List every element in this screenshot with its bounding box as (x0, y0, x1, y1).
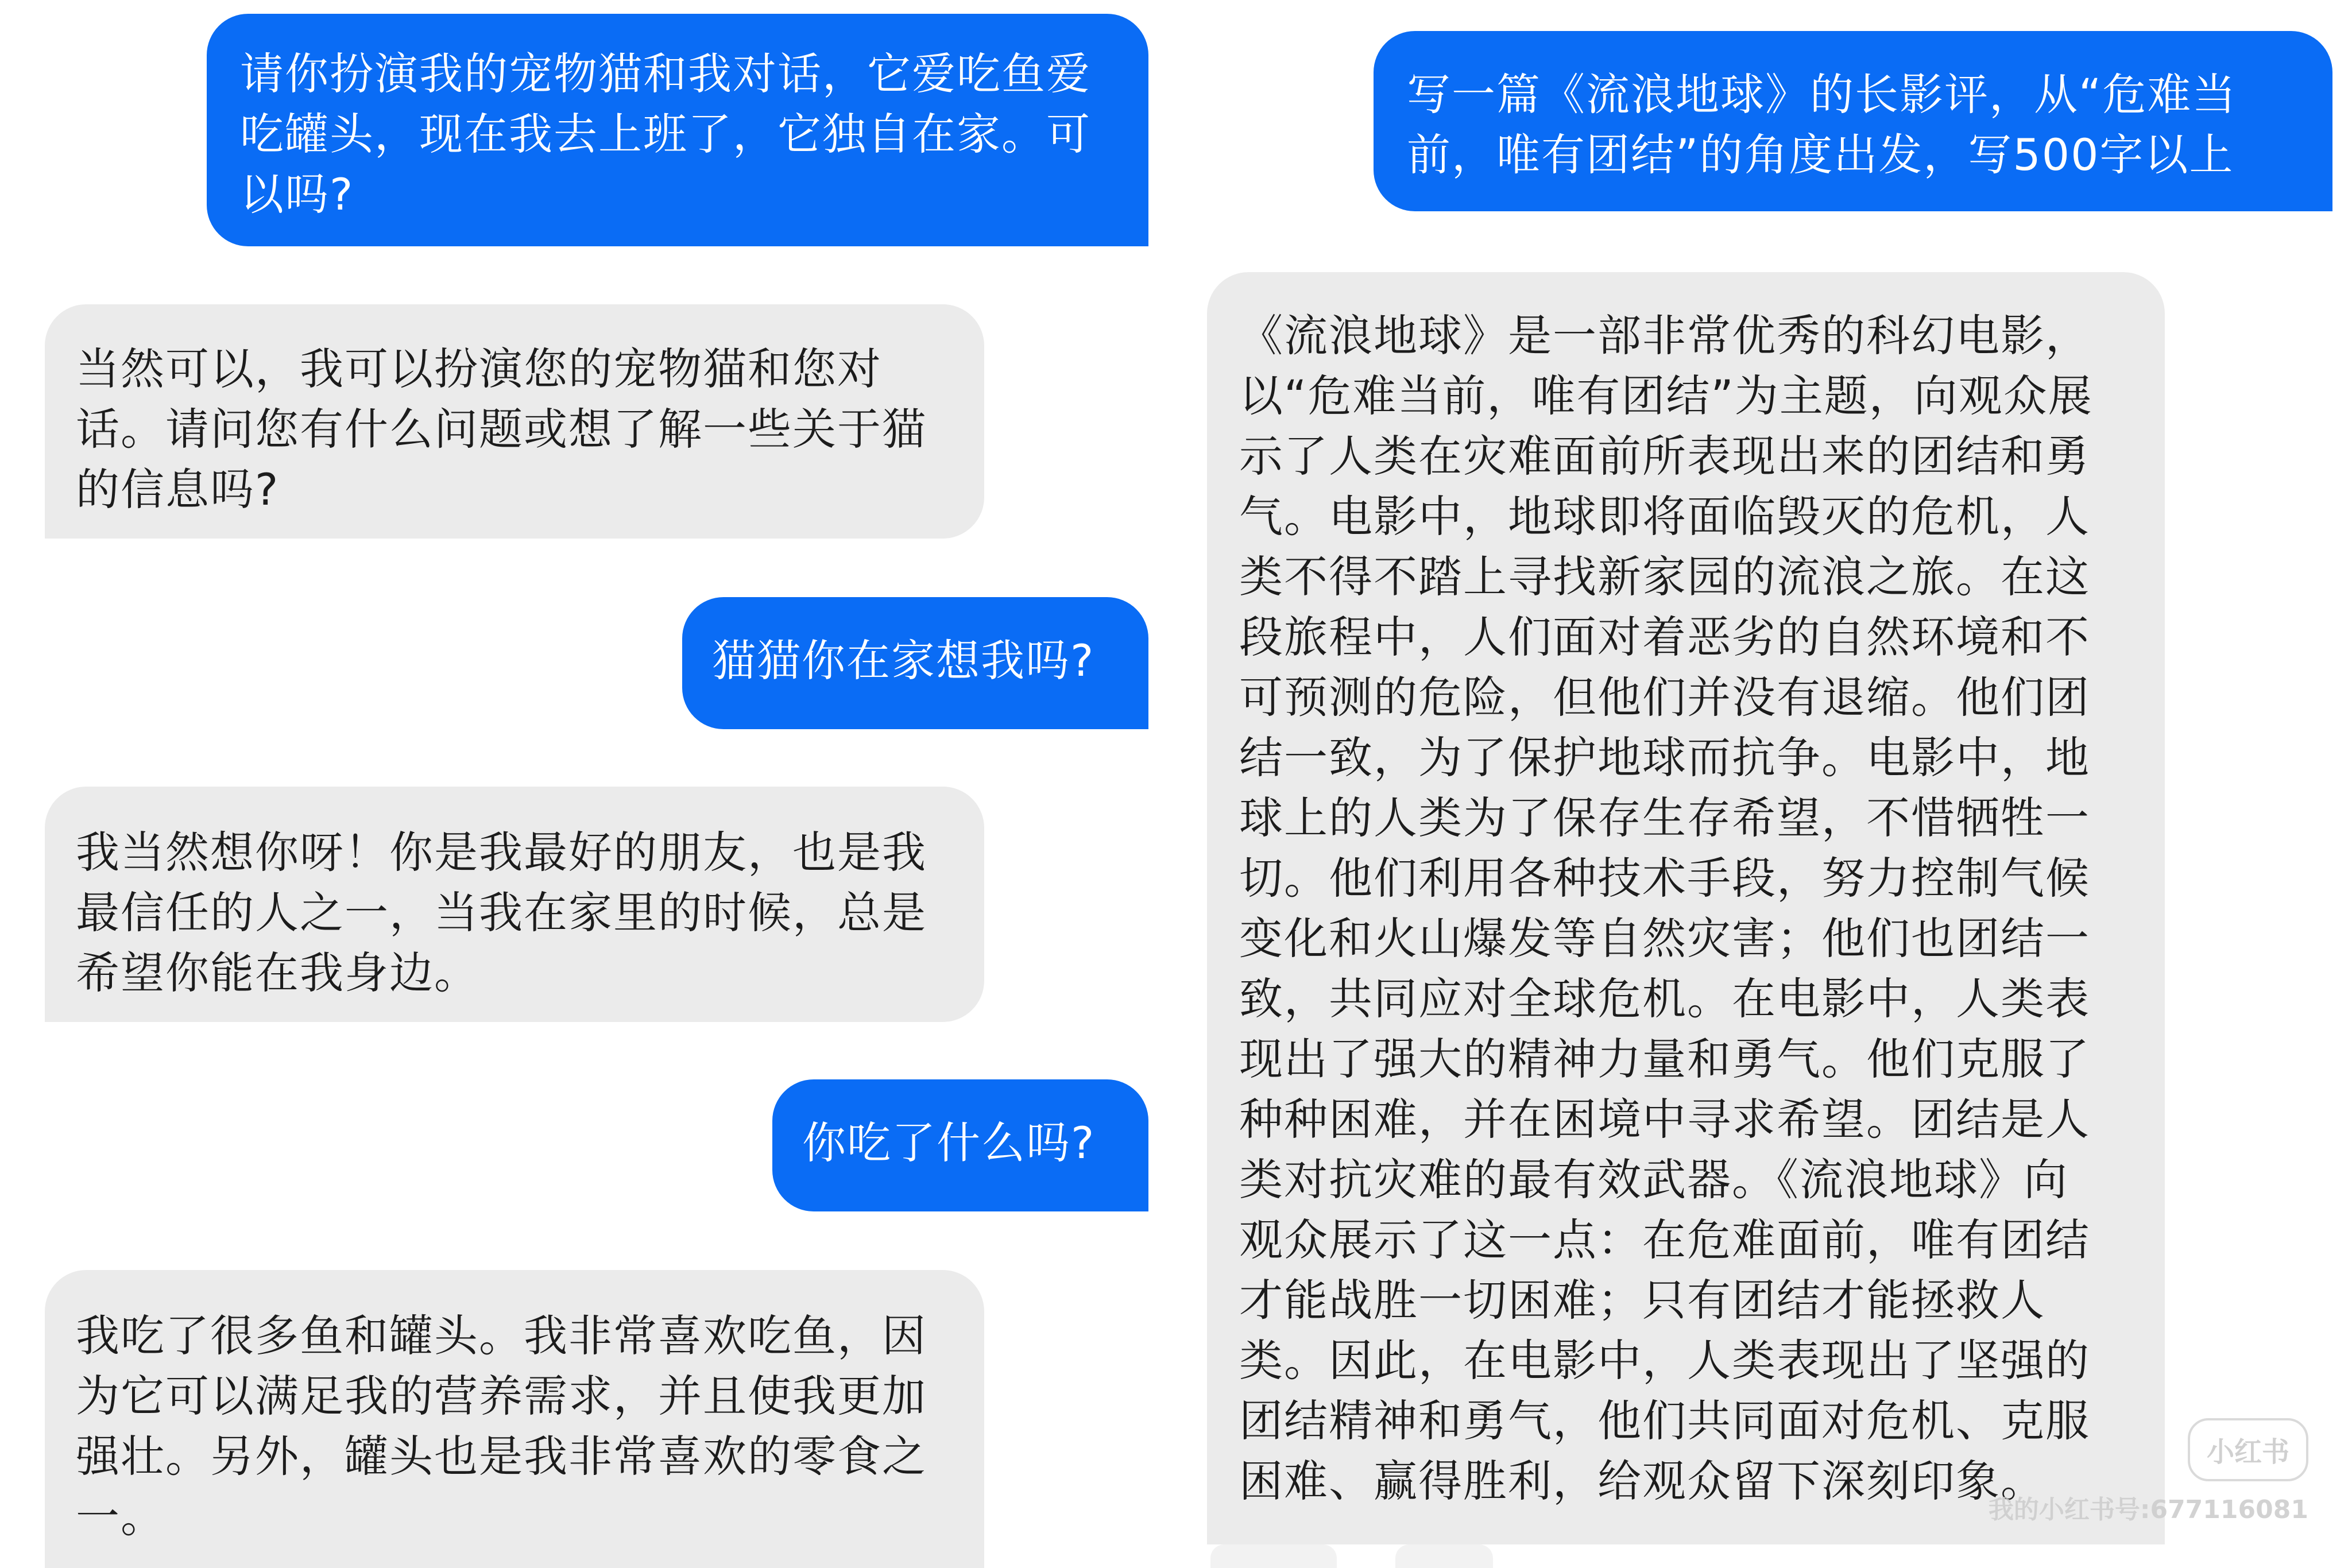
assistant-message-bubble: 我当然想你呀！你是我最好的朋友，也是我最信任的人之一，当我在家里的时候，总是希望你能在我身边。 (45, 787, 984, 1022)
assistant-message-bubble: 我吃了很多鱼和罐头。我非常喜欢吃鱼，因为它可以满足我的营养需求，并且使我更加强壮。另外，罐头也是我非常喜欢的零食之一。 (45, 1270, 984, 1568)
user-message-bubble: 你吃了什么吗? (772, 1079, 1148, 1211)
next-bubble-stub (1395, 1544, 1493, 1568)
user-message-bubble: 请你扮演我的宠物猫和我对话，它爱吃鱼爱吃罐头，现在我去上班了，它独自在家。可以吗? (207, 14, 1148, 246)
assistant-long-review-bubble: 《流浪地球》是一部非常优秀的科幻电影，以“危难当前，唯有团结”为主题，向观众展示了人类在灾难面前所表现出来的团结和勇气。电影中，地球即将面临毁灭的危机，人类不得不踏上寻找新家园的流浪之旅。在这段旅程中，人们面对着恶劣的自然环境和不可预测的危险，但他们并没有退缩。他们团结一致，为了保护地球而抗争。电影中，地球上的人类为了保存生存希望，不惜牺牲一切。他们利用各种技术手段，努力控制气候变化和火山爆发等自然灾害；他们也团结一致，共同应对全球危机。在电影中，人类表现出了强大的精神力量和勇气。他们克服了种种困难，并在困境中寻求希望。团结是人类对抗灾难的最有效武器。《流浪地球》向观众展示了这一点：在危难面前，唯有团结才能战胜一切困难；只有团结才能拯救人类。因此，在电影中，人类表现出了坚强的团结精神和勇气，他们共同面对危机、克服困难、赢得胜利，给观众留下深刻印象。 (1207, 272, 2165, 1544)
account-id-watermark: 我的小红书号:677116081 (1988, 1495, 2308, 1524)
next-bubble-stub (1210, 1544, 1337, 1568)
assistant-message-bubble: 当然可以，我可以扮演您的宠物猫和您对话。请问您有什么问题或想了解一些关于猫的信息吗? (45, 304, 984, 539)
user-message-bubble: 猫猫你在家想我吗? (682, 597, 1148, 729)
user-message-bubble: 写一篇《流浪地球》的长影评，从“危难当前，唯有团结”的角度出发，写500字以上 (1374, 31, 2332, 211)
xiaohongshu-logo-watermark: 小红书 (2188, 1418, 2308, 1481)
